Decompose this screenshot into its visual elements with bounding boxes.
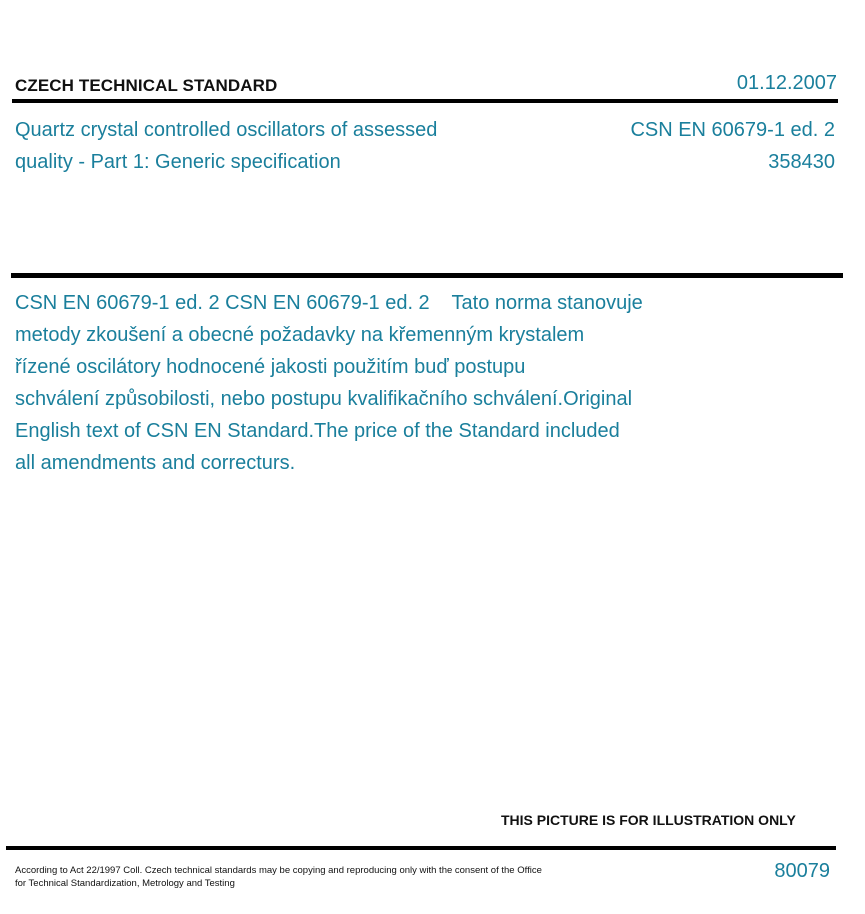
bottom-divider (6, 846, 836, 850)
legal-notice-line-2: for Technical Standardization, Metrology and Testing (15, 878, 235, 889)
catalog-number: 80079 (774, 860, 830, 882)
class-number: 358430 (768, 151, 835, 173)
standard-title-line-1: Quartz crystal controlled oscillators of assessed (15, 119, 438, 141)
standard-identifiers (630, 114, 835, 178)
standard-description: CSN EN 60679-1 ed. 2 CSN EN 60679-1 ed. 2 Tato norma stanovuje metody zkoušení a obecné požadavky na křemenným krystalem řízené oscilátory hodnocené jakosti použitím buď postupu schválení způsobilosti, nebo postupu kvalifikačního schválení.Original English text of CSN EN Standard.The price of the Standard included all amendments and correcturs. (15, 292, 643, 474)
standard-title-line-2: quality - Part 1: Generic specification (15, 151, 341, 173)
document-type-label: CZECH TECHNICAL STANDARD (15, 76, 278, 95)
standard-code: CSN EN 60679-1 ed. 2 (630, 119, 835, 141)
illustration-note: THIS PICTURE IS FOR ILLUSTRATION ONLY (501, 812, 796, 828)
publication-date: 01.12.2007 (736, 72, 837, 94)
legal-notice-line-1: According to Act 22/1997 Coll. Czech technical standards may be copying and reproducing only with the consent of the Office (15, 865, 542, 876)
middle-divider (11, 273, 843, 278)
legal-notice (15, 864, 585, 890)
standard-title (15, 114, 495, 178)
top-divider (12, 99, 838, 103)
